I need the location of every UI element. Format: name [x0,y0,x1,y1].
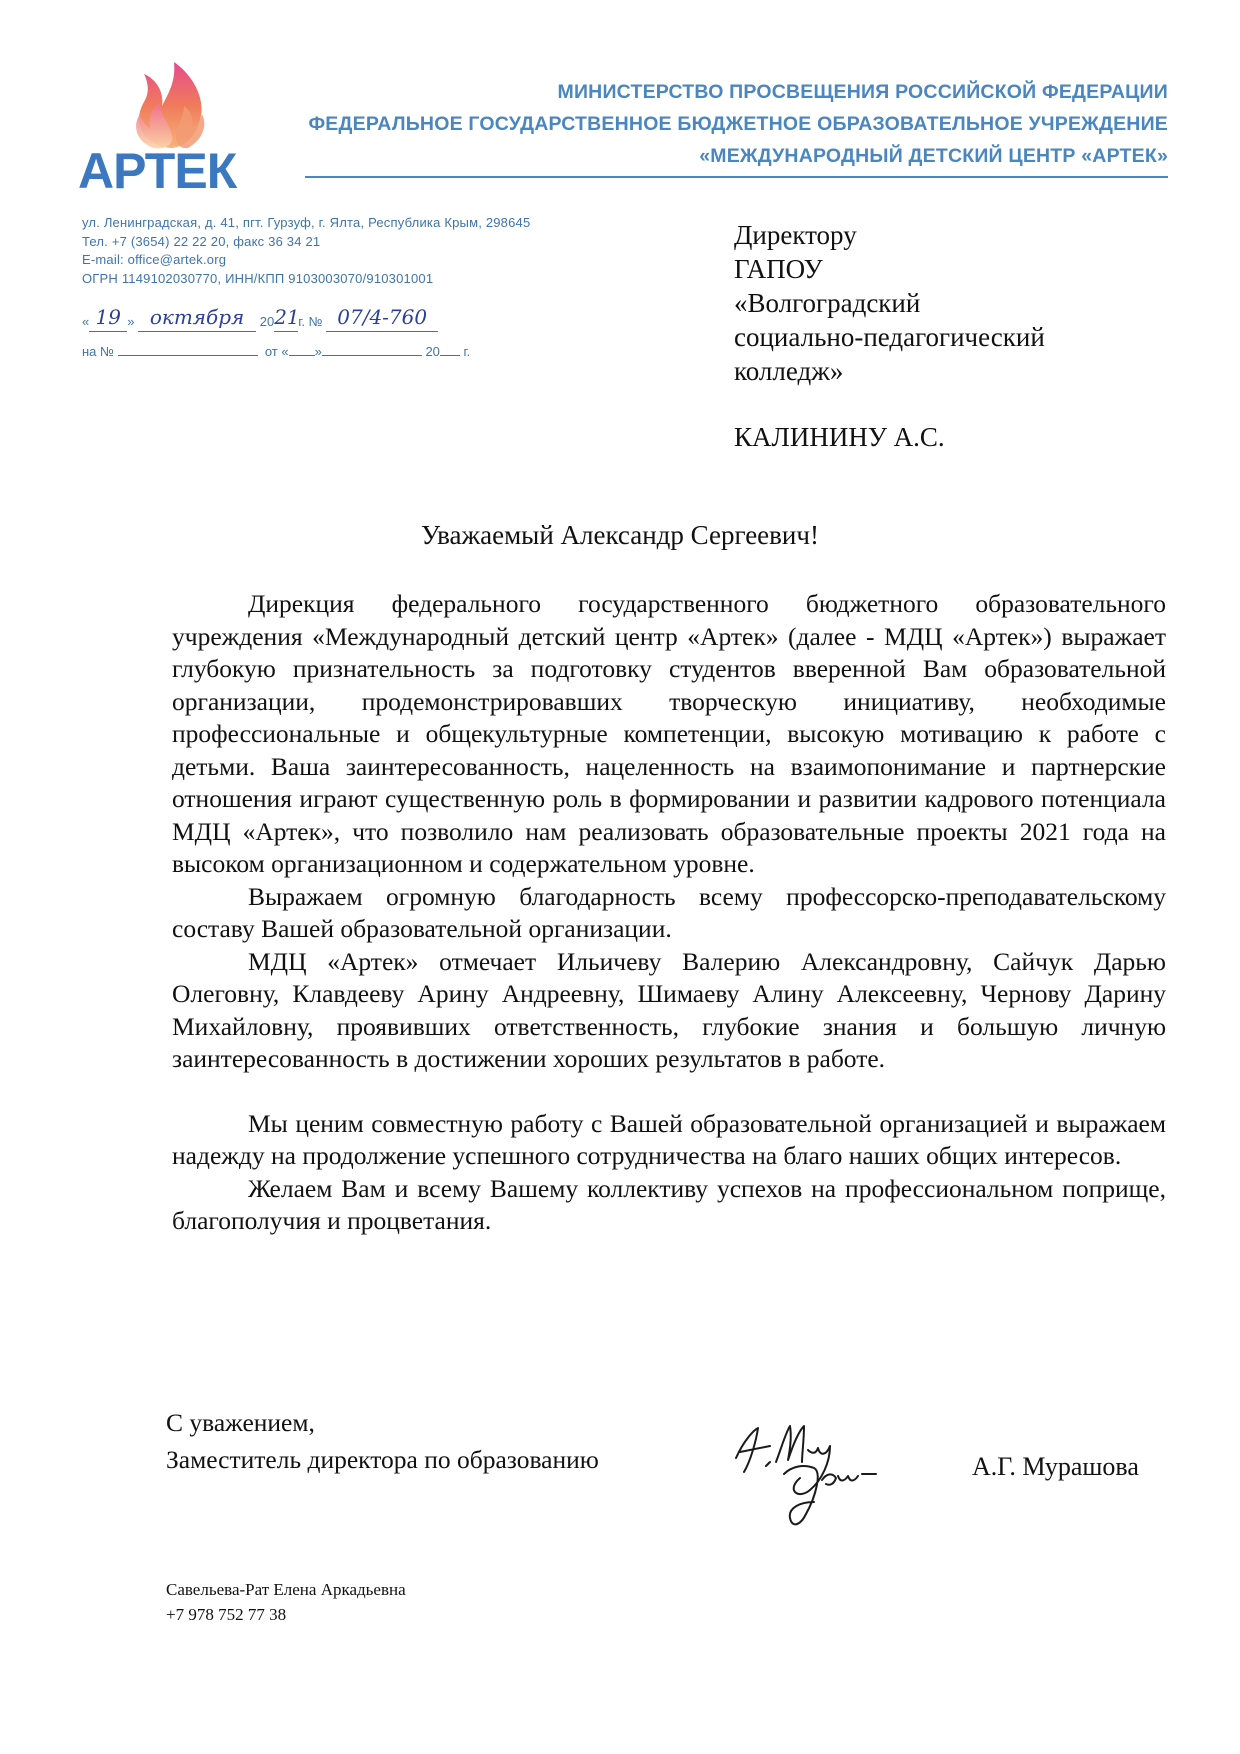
handwritten-signature [726,1410,896,1534]
salutation: Уважаемый Александр Сергеевич! [421,520,819,550]
registration-month: октября [149,305,245,329]
executor-name: Савельева-Рат Елена Аркадьевна [166,1580,406,1599]
executor-phone: +7 978 752 77 38 [166,1605,287,1624]
addressee-line-4: социально-педагогический [734,322,1045,352]
reference-line [82,344,470,359]
addressee-line-5: колледж» [734,356,844,386]
closing-phrase: С уважением, [166,1408,315,1437]
addressee-line-2: ГАПОУ [734,254,823,284]
signer-position: Заместитель директора по образованию [166,1445,599,1474]
ministry-line-2: ФЕДЕРАЛЬНОЕ ГОСУДАРСТВЕННОЕ БЮДЖЕТНОЕ ОБРАЗОВАТЕЛЬНОЕ УЧРЕЖДЕНИЕ [308,113,1168,135]
quote-open: « [82,314,90,329]
signer-name: А.Г. Мурашова [972,1452,1139,1481]
logo-wordmark: АРТЕК [78,143,237,199]
reference-on-label: на № [82,344,114,359]
paragraph-wishes: Желаем Вам и всему Вашему коллективу успехов на профессиональном поприще, благополучия и процветания. [172,1173,1166,1235]
ministry-line-3: «МЕЖДУНАРОДНЫЙ ДЕТСКИЙ ЦЕНТР «АРТЕК» [699,145,1168,167]
contact-block [82,214,530,288]
address-line: ул. Ленинградская, д. 41, пгт. Гурзуф, г. Ялта, Республика Крым, 298645 [82,215,531,230]
reference-day-blank [289,345,315,356]
addressee-block [734,218,1045,388]
number-label: № [308,314,323,329]
reference-number-blank [118,345,258,356]
reference-month-blank [322,345,422,356]
artek-logo [78,60,258,200]
header-divider [305,176,1168,178]
registration-year: 21 [274,305,300,329]
reference-year-blank [440,345,460,356]
paragraph-cooperation: Мы ценим совместную работу с Вашей образовательной организацией и выражаем надежду на продолжение успешного сотрудничества на благо наших общих интересов. [172,1108,1166,1170]
quote-close: » [127,314,135,329]
registry-line: ОГРН 1149102030770, ИНН/КПП 9103003070/910301001 [82,270,434,286]
reference-from-close: » [314,344,322,359]
executor-block [166,1577,406,1627]
addressee-line-1: Директору [734,220,857,250]
reference-year-prefix: 20 [425,344,440,359]
paragraph-faculty-thanks: Выражаем огромную благодарность всему профессорско-преподавательскому составу Вашей образовательной организации. [172,881,1166,943]
addressee-name: КАЛИНИНУ А.С. [734,422,945,452]
paragraph-students: МДЦ «Артек» отмечает Ильичеву Валерию Александровну, Сайчук Дарью Олеговну, Клавдееву Арину Андреевну, Шимаеву Алину Алексеевну, Чернову Дарину Михайловну, проявивших ответственность, глубокие знания и большую личную заинтересованность в достижении хороших результатов в работе. [172,946,1166,1073]
year-prefix: 20 [259,314,275,329]
ministry-header [308,76,1168,172]
flame-icon [114,60,234,150]
ministry-line-1: МИНИСТЕРСТВО ПРОСВЕЩЕНИЯ РОССИЙСКОЙ ФЕДЕРАЦИИ [557,81,1168,103]
registration-number: 07/4-760 [337,305,428,329]
registration-day: 19 [95,305,121,329]
closing-block [166,1404,599,1478]
letter-body [172,588,1166,1238]
year-unit: г. [298,314,305,329]
reference-from-label: от « [264,344,289,359]
paragraph-gratitude: Дирекция федерального государственного бюджетного образовательного учреждения «Международный детский центр «Артек» (далее - МДЦ «Артек») выражает глубокую признательность за подготовку студентов вверенной Вам образовательной организации, продемонстрировавших творческую инициативу, необходимые профессиональные и общекультурные компетенции, высокую мотивацию к работе с детьми. Ваша заинтересованность, нацеленность на взаимопонимание и партнерские отношения играют существенную роль в формировании и развитии кадрового потенциала МДЦ «Артек», что позволило нам реализовать образовательные проекты 2021 года на высоком организационном и содержательном уровне. [172,589,1166,878]
email-line: E-mail: office@artek.org [82,252,227,267]
outgoing-registration [82,307,438,332]
reference-year-unit: г. [463,344,471,359]
addressee-line-3: «Волгоградский [734,288,921,318]
phone-line: Тел. +7 (3654) 22 22 20, факс 36 34 21 [82,233,321,249]
